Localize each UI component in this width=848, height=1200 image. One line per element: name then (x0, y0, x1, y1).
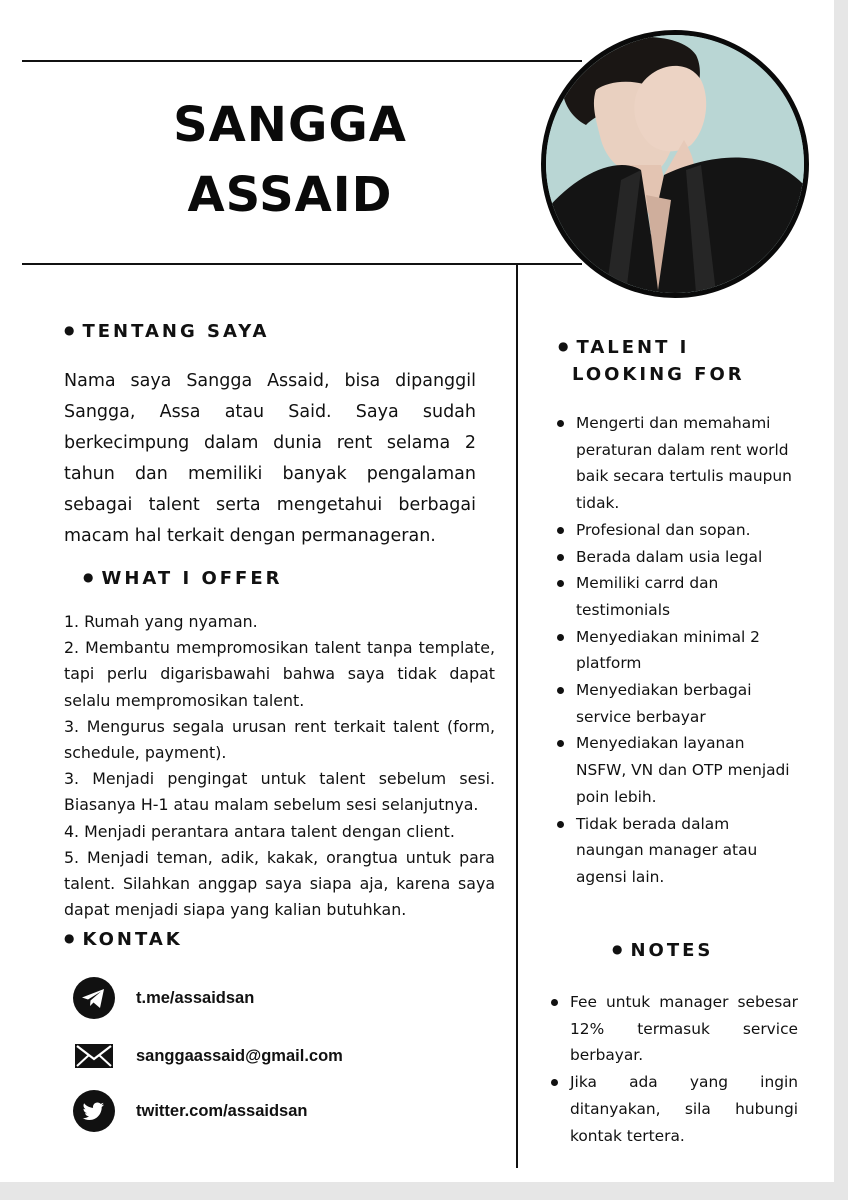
list-item: Memiliki carrd dan testimonials (555, 570, 795, 623)
page-title (100, 90, 480, 230)
bullet-icon: ● (83, 570, 94, 584)
contact-twitter[interactable] (73, 1090, 308, 1132)
column-divider (516, 265, 518, 1168)
mail-icon (73, 1035, 115, 1077)
header-divider (22, 263, 582, 265)
offer-list (64, 609, 495, 923)
telegram-link[interactable]: t.me/assaidsan (136, 988, 255, 1007)
talent-heading (558, 333, 745, 388)
list-item: Profesional dan sopan. (555, 517, 795, 544)
offer-item: 5. Menjadi teman, adik, kakak, orangtua untuk para talent. Silahkan anggap saya siapa aja, karena saya dapat menjadi siapa yang kalian butuhkan. (64, 847, 495, 920)
contact-email[interactable] (73, 1035, 343, 1077)
notes-heading (612, 940, 713, 961)
email-link[interactable]: sanggaassaid@gmail.com (136, 1046, 343, 1065)
offer-item: 3. Mengurus segala urusan rent terkait talent (form, schedule, payment). (64, 716, 495, 763)
offer-item: 3. Menjadi pengingat untuk talent sebelum sesi. Biasanya H-1 atau malam sebelum sesi selanjutnya. (64, 769, 495, 815)
contact-heading (64, 929, 183, 950)
notes-list (549, 989, 798, 1149)
about-heading-text: TENTANG SAYA (82, 321, 270, 342)
list-item: Menyediakan layanan NSFW, VN dan OTP menjadi poin lebih. (555, 730, 795, 810)
first-name: SANGGA (173, 97, 407, 153)
list-item: Tidak berada dalam naungan manager atau agensi lain. (555, 811, 795, 891)
list-item: Menyediakan minimal 2 platform (555, 624, 795, 677)
contact-heading-text: KONTAK (82, 929, 183, 950)
last-name: ASSAID (187, 167, 393, 223)
offer-item: 1. Rumah yang nyaman. (64, 612, 258, 631)
bullet-icon: ● (64, 323, 75, 337)
bullet-icon: ● (558, 339, 569, 353)
about-heading (64, 321, 269, 342)
list-item: Fee untuk manager sebesar 12% termasuk service berbayar. (549, 989, 798, 1069)
talent-list (555, 410, 795, 891)
list-item: Mengerti dan memahami peraturan dalam rent world baik secara tertulis maupun tidak. (555, 410, 795, 517)
twitter-icon (73, 1090, 115, 1132)
twitter-link[interactable]: twitter.com/assaidsan (136, 1101, 308, 1120)
offer-heading-text: WHAT I OFFER (101, 568, 283, 589)
bullet-icon: ● (612, 942, 623, 956)
bullet-icon: ● (64, 931, 75, 945)
offer-item: 4. Menjadi perantara antara talent dengan client. (64, 821, 455, 841)
telegram-icon (73, 977, 115, 1019)
offer-item: 2. Membantu mempromosikan talent tanpa template, tapi perlu digarisbawahi bahwa saya tidak dapat selalu mempromosikan talent. (64, 638, 495, 710)
profile-photo-illustration (546, 35, 804, 293)
list-item: Jika ada yang ingin ditanyakan, sila hubungi kontak tertera. (549, 1069, 798, 1149)
list-item: Menyediakan berbagai service berbayar (555, 677, 795, 730)
profile-photo (541, 30, 809, 298)
contact-telegram[interactable] (73, 977, 255, 1019)
offer-heading (83, 568, 283, 589)
list-item: Berada dalam usia legal (555, 544, 795, 571)
top-divider (22, 60, 582, 62)
about-text: Nama saya Sangga Assaid, bisa dipanggil Sangga, Assa atau Said. Saya sudah berkecimpung dalam dunia rent selama 2 tahun dan memiliki banyak pengalaman sebagai talent serta mengetahui berbagai macam hal terkait dengan permanageran. (64, 371, 476, 546)
notes-heading-text: NOTES (630, 940, 714, 961)
talent-heading-line1: TALENT I (576, 337, 690, 358)
talent-heading-line2: LOOKING FOR (572, 364, 745, 385)
